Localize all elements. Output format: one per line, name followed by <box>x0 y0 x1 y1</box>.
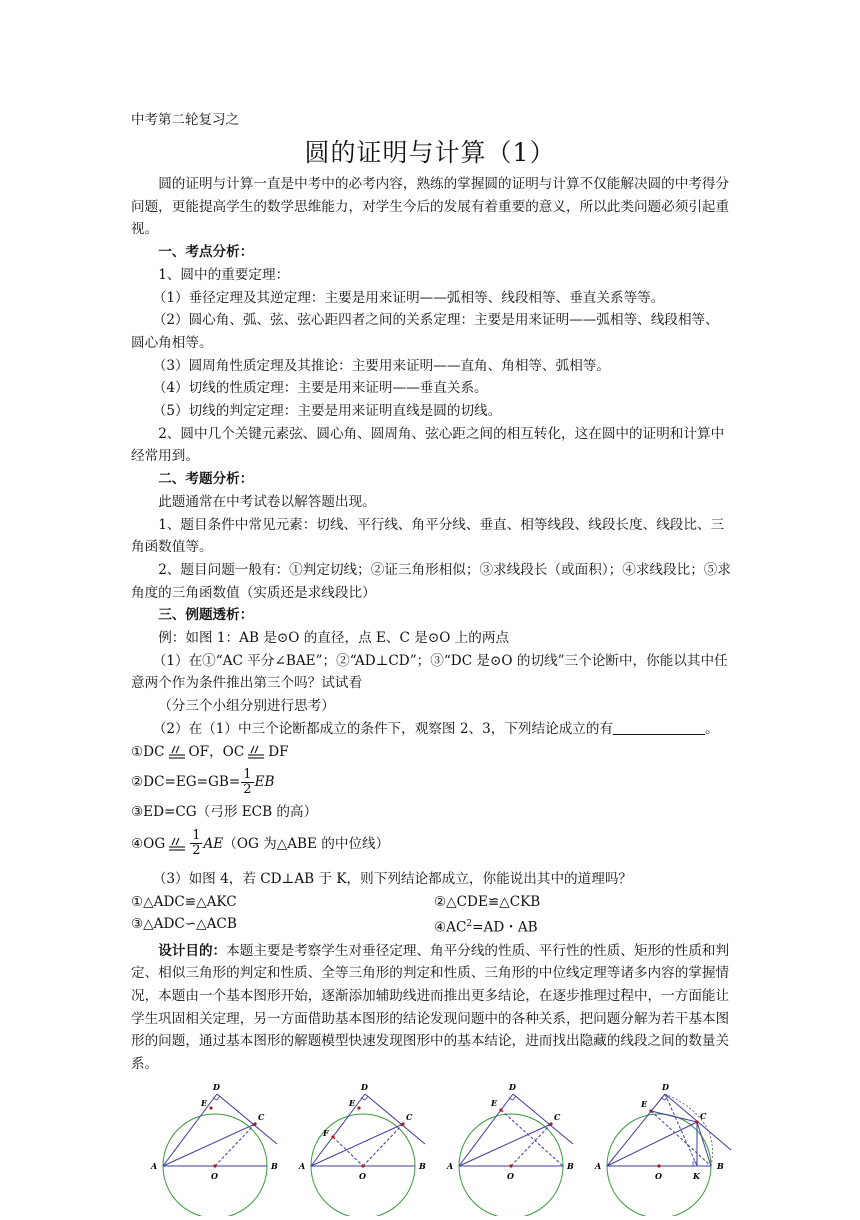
question-2-text: （2）在（1）中三个论断都成立的条件下，观察图 2、3，下列结论成立的有 <box>152 720 614 737</box>
conclusion-4-part-c: （OG 为△ABE 的中位线） <box>223 835 390 852</box>
label-b: B <box>567 1161 574 1171</box>
question-1-note: （分三个小组分别进行思考） <box>158 698 335 715</box>
label-c: C <box>406 1112 413 1122</box>
label-c: C <box>700 1111 707 1121</box>
conclusion-2-part-b: EB <box>254 773 275 790</box>
fraction-numerator: 1 <box>192 828 201 844</box>
section1-item1: 1、圆中的重要定理： <box>158 266 290 283</box>
theorem-4: （4）切线的性质定理：主要是用来证明——垂直关系。 <box>152 380 488 397</box>
label-e: E <box>349 1098 356 1108</box>
figure-2 <box>295 1078 445 1216</box>
question-2-end: 。 <box>705 720 719 737</box>
label-e: E <box>491 1098 498 1108</box>
section2-heading: 二、考题分析： <box>158 471 254 488</box>
question-1: （1）在①“AC 平分∠BAE”；②“AD⊥CD”；③“DC 是⊙O 的切线”三个论断中，你能以其中任意两个作为条件推出第三个吗？试试看 <box>131 652 728 692</box>
conclusion-4-part-a: ④OG <box>131 835 166 852</box>
label-f: F <box>323 1128 329 1138</box>
section2-line2: 2、题目问题一般有：①判定切线；②证三角形相似；③求线段长（或面积）；④求线段比；⑤求角度的三角函数值（实质还是求线段比） <box>131 561 731 601</box>
conclusion-4 <box>131 824 731 864</box>
theorem-5: （5）切线的判定定理：主要是用来证明直线是圆的切线。 <box>152 403 502 420</box>
label-e: E <box>201 1098 208 1108</box>
theorem-3: （3）圆周角性质定理及其推论：主要用来证明——直角、角相等、弧相等。 <box>152 357 610 374</box>
label-a: A <box>299 1161 306 1171</box>
label-a: A <box>447 1161 454 1171</box>
label-b: B <box>419 1161 426 1171</box>
question-3: （3）如图 4，若 CD⊥AB 于 K，则下列结论都成立，你能说出其中的道理吗？ <box>152 870 633 887</box>
example-statement: 例：如图 1：AB 是⊙O 的直径，点 E、C 是⊙O 上的两点 <box>158 630 510 647</box>
intro-paragraph: 圆的证明与计算一直是中考中的必考内容，熟练的掌握圆的证明与计算不仅能解决圆的中考得分问题，更能提高学生的数学思维能力，对学生今后的发展有着重要的意义，所以此类问题必须引起重视。 <box>131 176 730 238</box>
label-c: C <box>554 1112 561 1122</box>
fraction-half <box>190 829 202 858</box>
page-title: 圆的证明与计算（1） <box>304 138 556 167</box>
label-b: B <box>717 1161 724 1171</box>
result-3: ③△ADC∽△ACB <box>131 916 237 933</box>
label-d: D <box>662 1082 669 1092</box>
figure-4 <box>591 1078 741 1216</box>
section1-heading: 一、考点分析： <box>158 244 254 261</box>
result-1: ①△ADC≌△AKC <box>131 893 237 910</box>
result-4-part-b: =AD・AB <box>472 919 538 936</box>
figure-3 <box>443 1078 593 1216</box>
design-purpose-label: 设计目的： <box>158 942 227 959</box>
figure-1 <box>147 1078 297 1216</box>
conclusion-1-part-a: ①DC <box>131 743 165 760</box>
fraction-denominator: 2 <box>243 781 252 797</box>
label-o: O <box>655 1171 662 1181</box>
conclusion-1-part-c: DF <box>268 743 289 760</box>
fraction-half <box>241 768 253 797</box>
label-k: K <box>693 1171 700 1181</box>
section3-heading: 三、例题透析： <box>158 607 254 624</box>
question-2 <box>131 718 731 741</box>
parallel-equal-symbol <box>168 837 186 851</box>
result-4 <box>404 913 707 939</box>
label-o: O <box>359 1171 366 1181</box>
figures-row <box>147 1078 747 1216</box>
document-body <box>131 173 731 1076</box>
result-4-exponent: 2 <box>466 919 473 930</box>
label-a: A <box>595 1161 602 1171</box>
conclusion-3 <box>131 801 731 824</box>
conclusion-2 <box>131 763 731 801</box>
pre-title: 中考第二轮复习之 <box>131 112 239 128</box>
results-row-2 <box>131 913 731 939</box>
label-d: D <box>213 1082 220 1092</box>
conclusion-1 <box>131 741 731 764</box>
label-a: A <box>151 1161 158 1171</box>
section2-line0: 此题通常在中考试卷以解答题出现。 <box>158 493 376 510</box>
result-4-part-a: ④AC <box>434 919 467 936</box>
label-o: O <box>211 1171 218 1181</box>
label-b: B <box>271 1161 278 1171</box>
theorem-1: （1）垂径定理及其逆定理：主要是用来证明——弧相等、线段相等、垂直关系等等。 <box>152 289 665 306</box>
design-purpose-text: 本题主要是考察学生对垂径定理、角平分线的性质、平行性的性质、矩形的性质和判定、相似三角形的判定和性质、全等三角形的判定和性质、三角形的中位线定理等诸多内容的掌握情况，本题由一个基本图形开始，逐渐添加辅助线进而推出更多结论，在逐步推理过程中，一方面能让学生巩固相关定理，另一方面借助基本图形的结论发现问题中的各种关系，把问题分解为若干基本图形的问题，通过基本图形的解题模型快速发现图形中的基本结论，进而找出隐藏的线段之间的数量关系。 <box>131 942 730 1073</box>
answer-blank <box>613 720 705 735</box>
conclusion-4-part-b: AE <box>203 835 224 852</box>
design-purpose <box>131 940 731 1076</box>
label-e: E <box>641 1099 648 1109</box>
results-row-1 <box>131 891 731 914</box>
label-o: O <box>507 1171 514 1181</box>
theorem-2: （2）圆心角、弧、弦、弦心距四者之间的关系定理：主要是用来证明——弧相等、线段相等、圆心角相等。 <box>131 312 719 351</box>
conclusion-2-part-a: ②DC=EG=GB= <box>131 773 241 790</box>
label-c: C <box>258 1112 265 1122</box>
label-d: D <box>361 1082 368 1092</box>
section1-item2: 2、圆中几个关键元素弦、圆心角、圆周角、弦心距之间的相互转化，这在圆中的证明和计算中经常用到。 <box>131 425 725 465</box>
section2-line1: 1、题目条件中常见元素：切线、平行线、角平分线、垂直、相等线段、线段长度、线段比、三角函数值等。 <box>131 516 725 556</box>
fraction-numerator: 1 <box>243 766 252 782</box>
label-d: D <box>509 1082 516 1092</box>
parallel-equal-symbol <box>168 745 186 759</box>
parallel-equal-symbol <box>247 745 265 759</box>
conclusion-3-text: ③ED=CG（弓形 ECB 的高） <box>131 804 318 821</box>
result-2: ②△CDE≌△CKB <box>434 893 541 910</box>
conclusion-1-part-b: OF，OC <box>188 743 245 760</box>
fraction-denominator: 2 <box>192 843 201 859</box>
